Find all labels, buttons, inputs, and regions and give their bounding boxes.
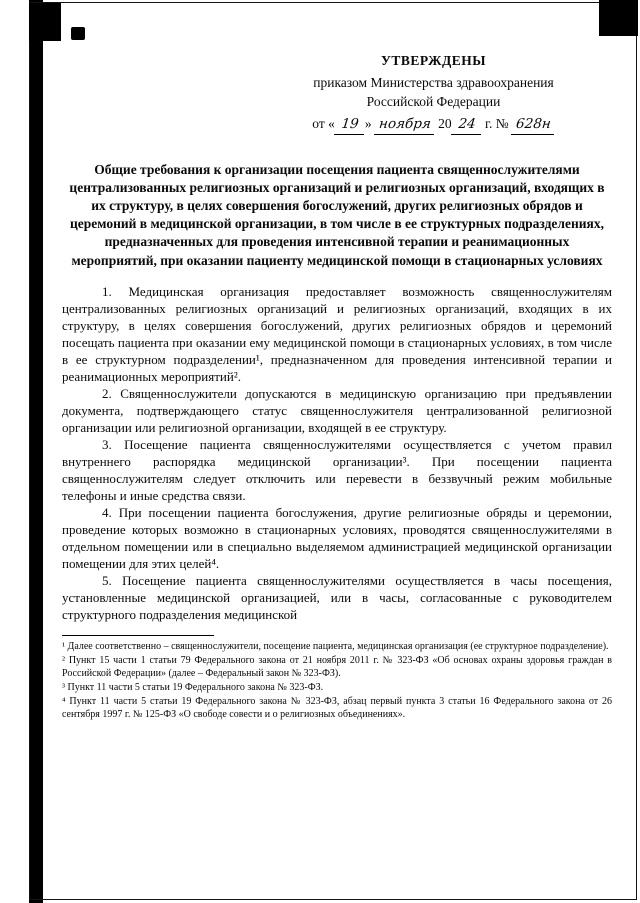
footnote-2: ² Пункт 15 части 1 статьи 79 Федерального закона от 21 ноября 2011 г. № 323-ФЗ «Об основах охраны здоровья граждан в Российской Федерации» (далее – Федеральный закон № 323-ФЗ).: [62, 655, 612, 680]
body-paragraph-4: 4. При посещении пациента богослужения, другие религиозные обряды и церемонии, проведение которых возможно в стационарных условиях, проводятся священнослужителями в отдельном помещении или в специально выделяемом администрацией медицинской организации помещении для этих целей⁴.: [62, 505, 612, 572]
date-number-label: г. №: [485, 115, 509, 131]
scan-artifact-top-right-mark: [599, 0, 638, 36]
document-body: [62, 283, 612, 623]
footnote-1: ¹ Далее соответственно – священнослужители, посещение пациента, медицинская организация (ее структурное подразделение).: [62, 641, 609, 653]
body-paragraph-5: 5. Посещение пациента священнослужителями осуществляется в часы посещения, установленные медицинской организацией, или в часы, согласованные с руководителем структурного подразделения медицинской: [62, 573, 612, 623]
date-from-label: от «: [312, 115, 335, 131]
scan-artifact-top-left-mark: [29, 3, 61, 41]
scan-artifact-blob: [71, 27, 85, 40]
handwritten-month: ноября: [374, 115, 436, 135]
scan-artifact-left-bar: [29, 0, 43, 903]
document-content: [62, 52, 612, 722]
handwritten-year: 24: [451, 115, 483, 135]
date-quote-close: »: [364, 115, 372, 131]
date-year-prefix: 20: [438, 115, 452, 131]
approval-heading: УТВЕРЖДЕНЫ: [380, 53, 487, 68]
footnotes-block: [62, 640, 612, 721]
footnote-4: ⁴ Пункт 11 части 5 статьи 19 Федерального закона № 323-ФЗ, абзац первый пункта 3 статьи 16 Федерального закона от 26 сентября 1997 г. № 125-ФЗ «О свободе совести и о религиозных объединениях».: [62, 696, 612, 721]
body-paragraph-1: 1. Медицинская организация предоставляет возможность священнослужителям централизованных религиозных организаций и религиозных организаций, входящих в их структуру, в целях совершения богослужений, других религиозных обрядов и церемоний посещать пациента при оказании ему медицинской помощи в стационарных условиях, в том числе в ее структурном подразделении¹, предназначенном для проведения интенсивной терапии и реанимационных мероприятий².: [62, 283, 612, 384]
approval-date-line: [261, 115, 606, 135]
footnote-3: ³ Пункт 11 части 5 статьи 19 Федерального закона № 323-ФЗ.: [62, 682, 324, 694]
approval-line-2: Российской Федерации: [366, 93, 501, 109]
footnote-separator: [62, 635, 214, 636]
handwritten-day: 19: [334, 115, 366, 135]
handwritten-number: 628н: [511, 115, 556, 135]
body-paragraph-2: 2. Священнослужители допускаются в медицинскую организацию при предъявлении документа, подтверждающего статус священнослужителя централизованной религиозной организации или религиозной организации, входящей в ее структуру.: [62, 385, 612, 435]
approval-line-1: приказом Министерства здравоохранения: [313, 74, 554, 90]
body-paragraph-3: 3. Посещение пациента священнослужителями осуществляется с учетом правил внутреннего распорядка медицинской организации³. При посещении пациента священнослужителям следует отключить или перевести в беззвучный режим мобильные телефоны и иные средства связи.: [62, 437, 612, 504]
document-title: Общие требования к организации посещения пациента священнослужителями централизованных религиозных организаций и религиозных организаций, входящих в их структуру, в целях совершения богослужений, других религиозных обрядов и церемоний в медицинской организации, в том числе в ее структурных подразделениях, предназначенных для проведения интенсивной терапии и реанимационных мероприятий, при оказании пациенту медицинской помощи в стационарных условиях: [69, 161, 605, 268]
approval-block: [261, 52, 606, 135]
